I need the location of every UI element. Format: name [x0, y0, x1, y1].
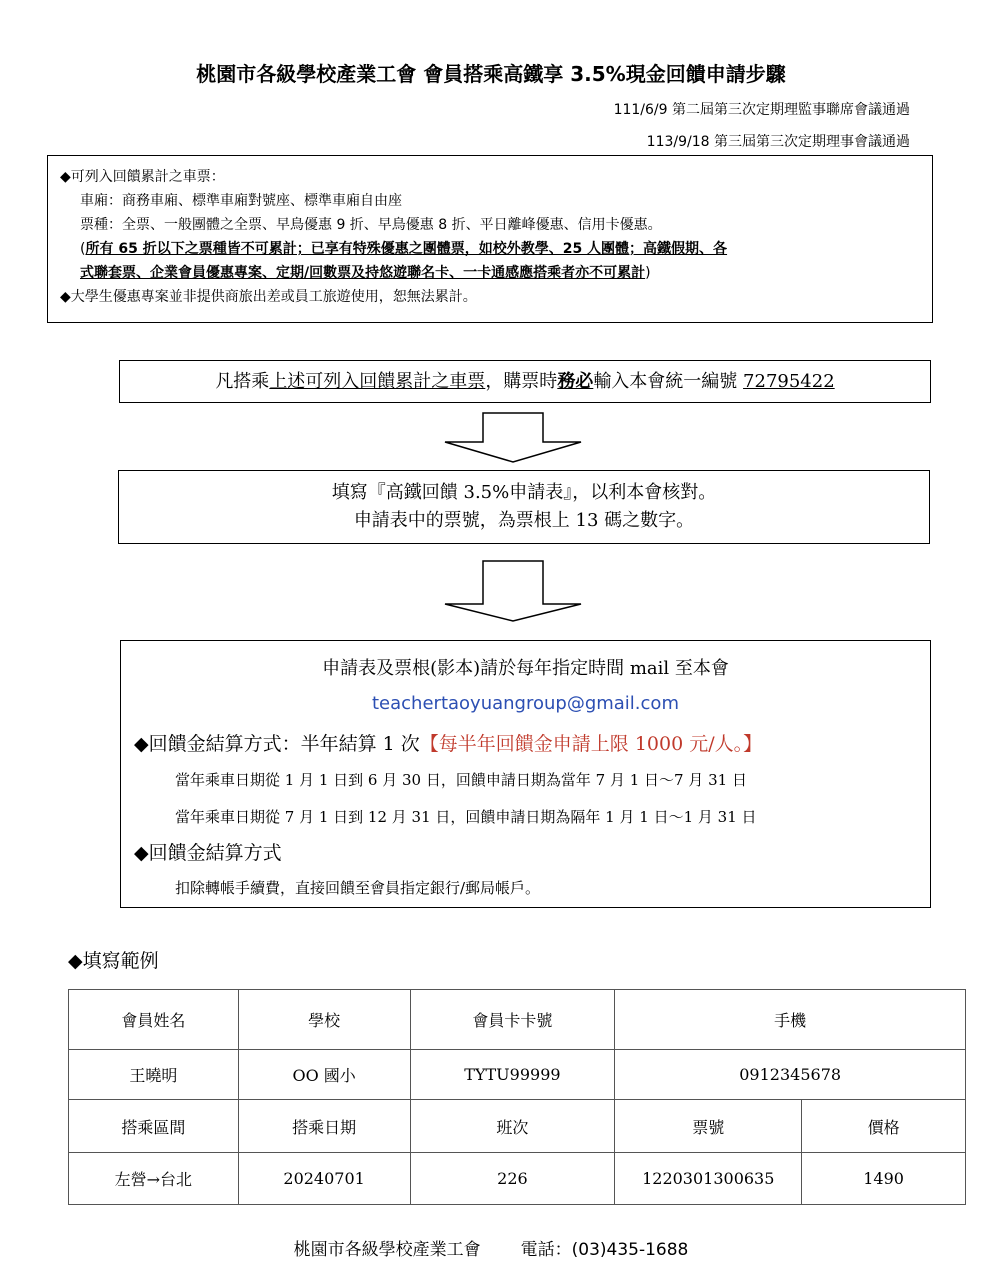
table-header-cell: 搭乘日期	[238, 1100, 410, 1153]
table-cell: 左營→台北	[69, 1153, 239, 1205]
period-second-half: 當年乘車日期從 7 月 1 日到 12 月 31 日，回饋申請日期為隔年 1 月 1 日～1 月 31 日	[175, 808, 757, 826]
email-address: teachertaoyuangroup@gmail.com	[372, 693, 679, 714]
step-2-line-2: 申請表中的票號，為票根上 13 碼之數字。	[353, 510, 695, 531]
settlement-method-heading: ◆回饋金結算方式	[134, 842, 282, 864]
notes-ticket-types: 票種：全票、一般團體之全票、早鳥優惠 9 折、早鳥優惠 8 折、平日離峰優惠、信用卡優惠。	[80, 217, 662, 233]
approval-date-1: 111/6/9 第二屆第三次定期理監事聯席會議通過	[613, 102, 910, 118]
notes-exclusion-2: 式聯套票、企業會員優惠專案、定期/回數票及持悠遊聯名卡、一卡通感應搭乘者亦不可累計)	[80, 265, 651, 281]
table-cell: 226	[410, 1153, 615, 1205]
step-2-box	[118, 470, 930, 544]
table-header-cell: 價格	[802, 1100, 966, 1153]
tax-id-number: 72795422	[743, 371, 835, 392]
notes-cars: 車廂：商務車廂、標準車廂對號座、標準車廂自由座	[80, 193, 402, 209]
footer	[0, 1235, 982, 1260]
table-header-row	[69, 1100, 966, 1153]
table-row	[69, 1050, 966, 1100]
example-form-table	[68, 989, 966, 1205]
step-1-box: 凡搭乘上述可列入回饋累計之車票，購票時務必輸入本會統一編號 72795422	[119, 360, 931, 403]
settlement-method-text: 扣除轉帳手續費，直接回饋至會員指定銀行/郵局帳戶。	[175, 879, 541, 897]
down-arrow-icon	[443, 560, 583, 622]
footer-org: 桃園市各級學校產業工會	[293, 1240, 481, 1260]
step-3-box	[120, 640, 931, 908]
table-header-cell: 會員卡卡號	[410, 990, 615, 1050]
example-heading: ◆填寫範例	[68, 950, 159, 972]
table-row	[69, 1153, 966, 1205]
calc-method-heading: ◆回饋金結算方式：半年結算 1 次【每半年回饋金申請上限 1000 元/人。】	[134, 733, 763, 755]
table-header-cell: 班次	[410, 1100, 615, 1153]
period-first-half: 當年乘車日期從 1 月 1 日到 6 月 30 日，回饋申請日期為當年 7 月 1 日～7 月 31 日	[175, 771, 747, 789]
notes-bullet-student: ◆大學生優惠專案並非提供商旅出差或員工旅遊使用，恕無法累計。	[60, 289, 477, 305]
page-title: 桃園市各級學校產業工會 會員搭乘高鐵享 3.5%現金回饋申請步驟	[196, 62, 786, 86]
table-header-cell: 會員姓名	[69, 990, 239, 1050]
step-3-mail-instruction: 申請表及票根(影本)請於每年指定時間 mail 至本會	[322, 658, 729, 679]
step-2-line-1: 填寫『高鐵回饋 3.5%申請表』，以利本會核對。	[331, 482, 717, 503]
notes-exclusion-1: (所有 65 折以下之票種皆不可累計；已享有特殊優惠之團體票，如校外教學、25 人團體；高鐵假期、各	[80, 241, 728, 257]
table-header-cell: 學校	[238, 990, 410, 1050]
table-cell: 王曉明	[69, 1050, 239, 1100]
notes-bullet-eligible: ◆可列入回饋累計之車票：	[60, 169, 225, 185]
table-cell: TYTU99999	[410, 1050, 615, 1100]
table-cell: 20240701	[238, 1153, 410, 1205]
calc-limit: 【每半年回饋金申請上限 1000 元/人。】	[419, 733, 763, 755]
table-cell: 1220301300635	[615, 1153, 802, 1205]
down-arrow-icon	[443, 412, 583, 464]
table-header-cell: 票號	[615, 1100, 802, 1153]
table-cell: 0912345678	[615, 1050, 966, 1100]
eligibility-notes-box	[47, 155, 933, 323]
table-cell: OO 國小	[238, 1050, 410, 1100]
table-header-cell: 手機	[615, 990, 966, 1050]
table-header-row	[69, 990, 966, 1050]
table-cell: 1490	[802, 1153, 966, 1205]
footer-phone: 電話：(03)435-1688	[520, 1240, 689, 1260]
table-header-cell: 搭乘區間	[69, 1100, 239, 1153]
approval-date-2: 113/9/18 第三屆第三次定期理事會議通過	[646, 134, 910, 150]
